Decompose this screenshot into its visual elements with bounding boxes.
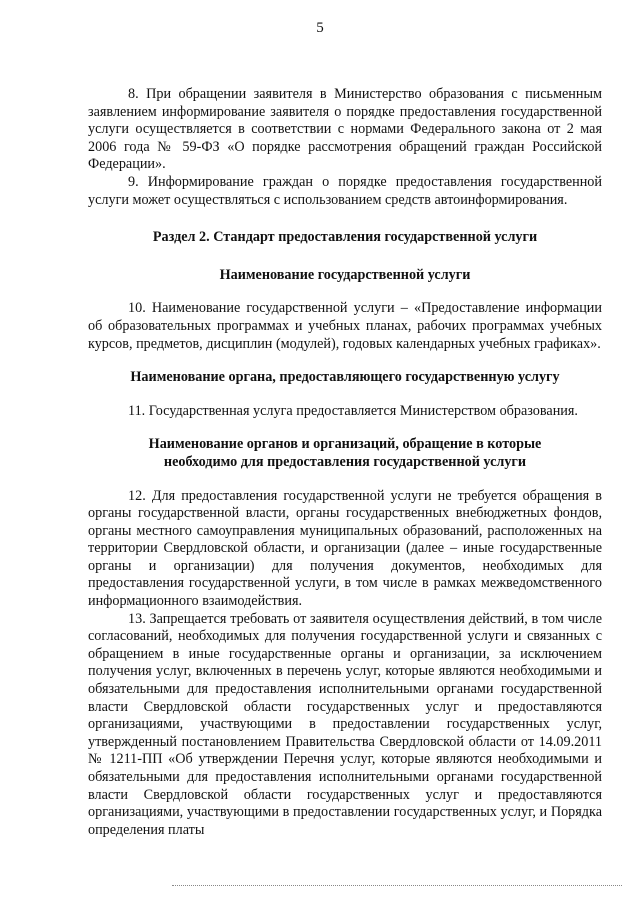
document-body	[88, 86, 602, 839]
page-number: 5	[316, 20, 324, 36]
subheading-service-name: Наименование государственной услуги	[219, 266, 471, 283]
subheading-organizations-line-1: Наименование органов и организаций, обращение в которые	[148, 436, 542, 453]
bottom-divider	[172, 885, 622, 886]
paragraph-10: 10. Наименование государственной услуги – «Предоставление информации об образовательных программах и учебных планах, рабочих программах учебных курсов, предметов, дисциплин (модулей), годовых календарных учебных графиках».	[88, 300, 602, 352]
paragraph-9: 9. Информирование граждан о порядке предоставления государственной услуги может осуществляться с использованием средств автоинформирования.	[88, 173, 602, 208]
paragraph-13: 13. Запрещается требовать от заявителя осуществления действий, в том числе согласований, необходимых для получения государственной услуги и связанных с обращением в иные государственные органы и организации, за исключением получения услуг, включенных в перечень услуг, которые являются необходимыми и обязательными для предоставления исполнительными органами государственной власти Свердловской области государственных услуг и предоставляются организациями, участвующими в предоставлении государственных услуг, утвержденный постановлением Правительства Свердловской области от 14.09.2011 № 1211-ПП «Об утверждении Перечня услуг, которые являются необходимыми и обязательными для предоставления исполнительными органами государственной власти Свердловской области государственных услуг и предоставляются организациями, участвующими в предоставлении государственных услуг, и Порядка определения платы	[88, 610, 602, 838]
section-heading: Раздел 2. Стандарт предоставления государственной услуги	[152, 229, 538, 246]
paragraph-12: 12. Для предоставления государственной услуги не требуется обращения в органы государственной власти, органы государственных внебюджетных фондов, органы местного самоуправления муниципальных образований, расположенных на территории Свердловской области, и организации (далее – иные государственные органы и организации) для получения документов, необходимых для предоставления государственной услуги, в том числе в рамках межведомственного информационного взаимодействия.	[88, 487, 602, 610]
paragraph-11: 11. Государственная услуга предоставляется Министерством образования.	[128, 402, 578, 419]
subheading-organizations-line-2: необходимо для предоставления государственной услуги	[163, 453, 527, 470]
paragraph-8: 8. При обращении заявителя в Министерство образования с письменным заявлением информирование заявителя о порядке предоставления государственной услуги осуществляется в соответствии с нормами Федерального закона от 2 мая 2006 года № 59-ФЗ «О порядке рассмотрения обращений граждан Российской Федерации».	[88, 86, 602, 173]
subheading-authority-name: Наименование органа, предоставляющего государственную услугу	[130, 369, 560, 386]
